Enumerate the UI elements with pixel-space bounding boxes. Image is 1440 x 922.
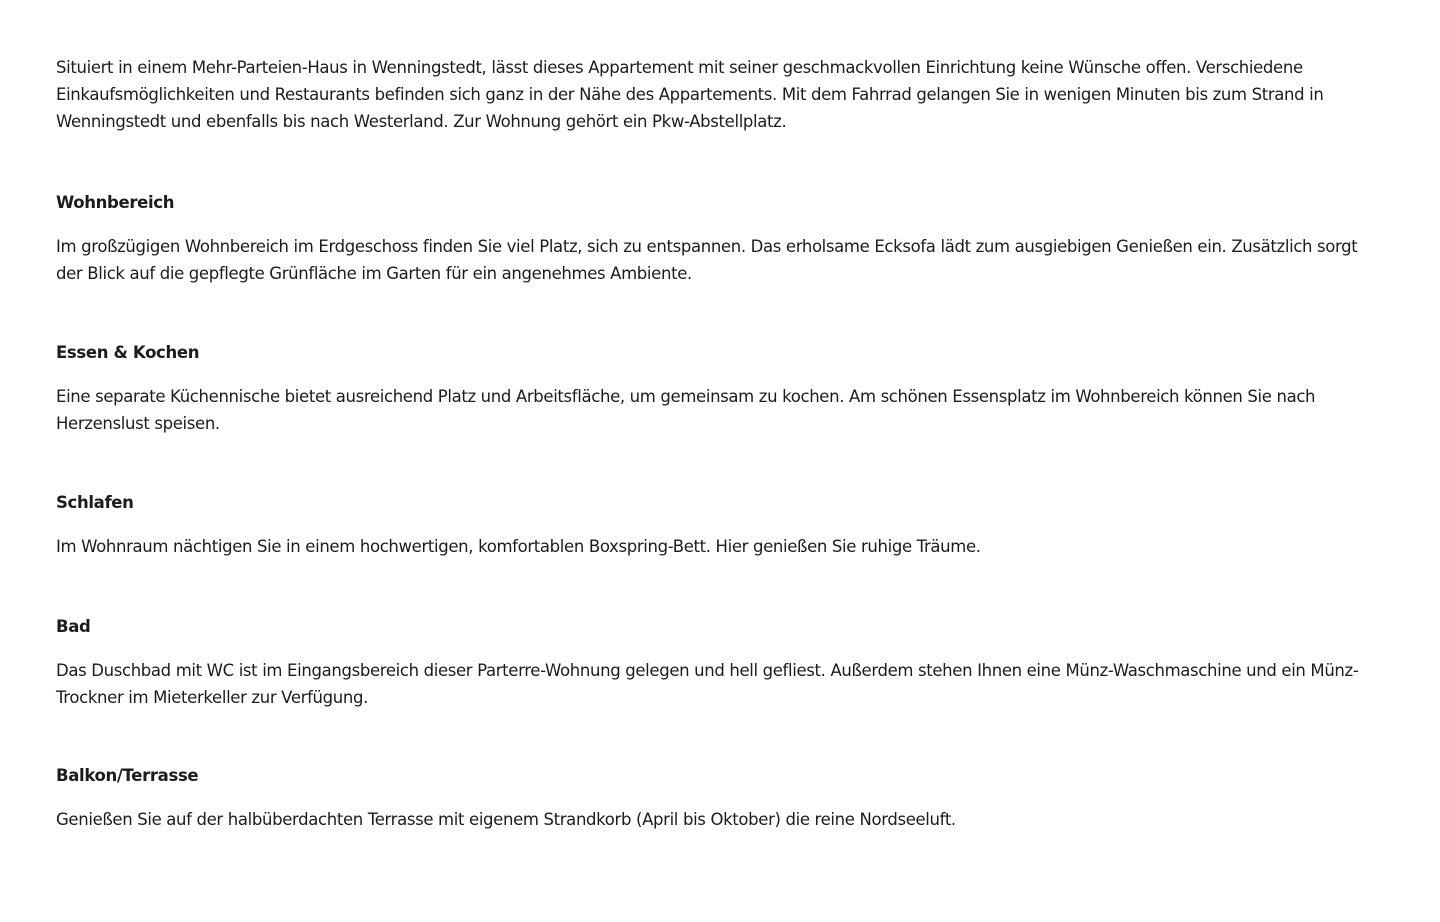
intro-paragraph: Situiert in einem Mehr-Parteien-Haus in Wenningstedt, lässt dieses Appartement mit seiner geschmackvollen Einrichtung keine Wünsche offen. Verschiedene Einkaufsmöglichkeiten und Restaurants befinden sich ganz in der Nähe des Appartements. Mit dem Fahrrad gelangen Sie in wenigen Minuten bis zum Strand in Wenningstedt und ebenfalls bis nach Westerland. Zur Wohnung gehört ein Pkw-Abstellplatz.	[56, 58, 1324, 131]
section-heading: Schlafen	[56, 493, 134, 512]
section-text: Im Wohnraum nächtigen Sie in einem hochwertigen, komfortablen Boxspring-Bett. Hier genießen Sie ruhige Träume.	[56, 537, 981, 556]
section-heading: Essen & Kochen	[56, 343, 200, 362]
section-bad	[56, 616, 1366, 711]
section-balkon-terrasse	[56, 765, 1366, 833]
section-heading: Wohnbereich	[56, 193, 175, 212]
section-text: Im großzügigen Wohnbereich im Erdgeschoss finden Sie viel Platz, sich zu entspannen. Das erholsame Ecksofa lädt zum ausgiebigen Genießen ein. Zusätzlich sorgt der Blick auf die gepflegte Grünfläche im Garten für ein angenehmes Ambiente.	[56, 237, 1358, 283]
section-heading: Bad	[56, 617, 91, 636]
section-wohnbereich	[56, 192, 1366, 287]
section-heading: Balkon/Terrasse	[56, 766, 199, 785]
section-text: Das Duschbad mit WC ist im Eingangsbereich dieser Parterre-Wohnung gelegen und hell gefliest. Außerdem stehen Ihnen eine Münz-Waschmaschine und ein Münz-Trockner im Mieterkeller zur Verfügung.	[56, 661, 1359, 707]
section-text: Genießen Sie auf der halbüberdachten Terrasse mit eigenem Strandkorb (April bis Oktober) die reine Nordseeluft.	[56, 810, 956, 829]
section-schlafen	[56, 492, 1366, 560]
section-essen-kochen	[56, 342, 1366, 437]
section-text: Eine separate Küchennische bietet ausreichend Platz und Arbeitsfläche, um gemeinsam zu kochen. Am schönen Essensplatz im Wohnbereich können Sie nach Herzenslust speisen.	[56, 387, 1316, 433]
